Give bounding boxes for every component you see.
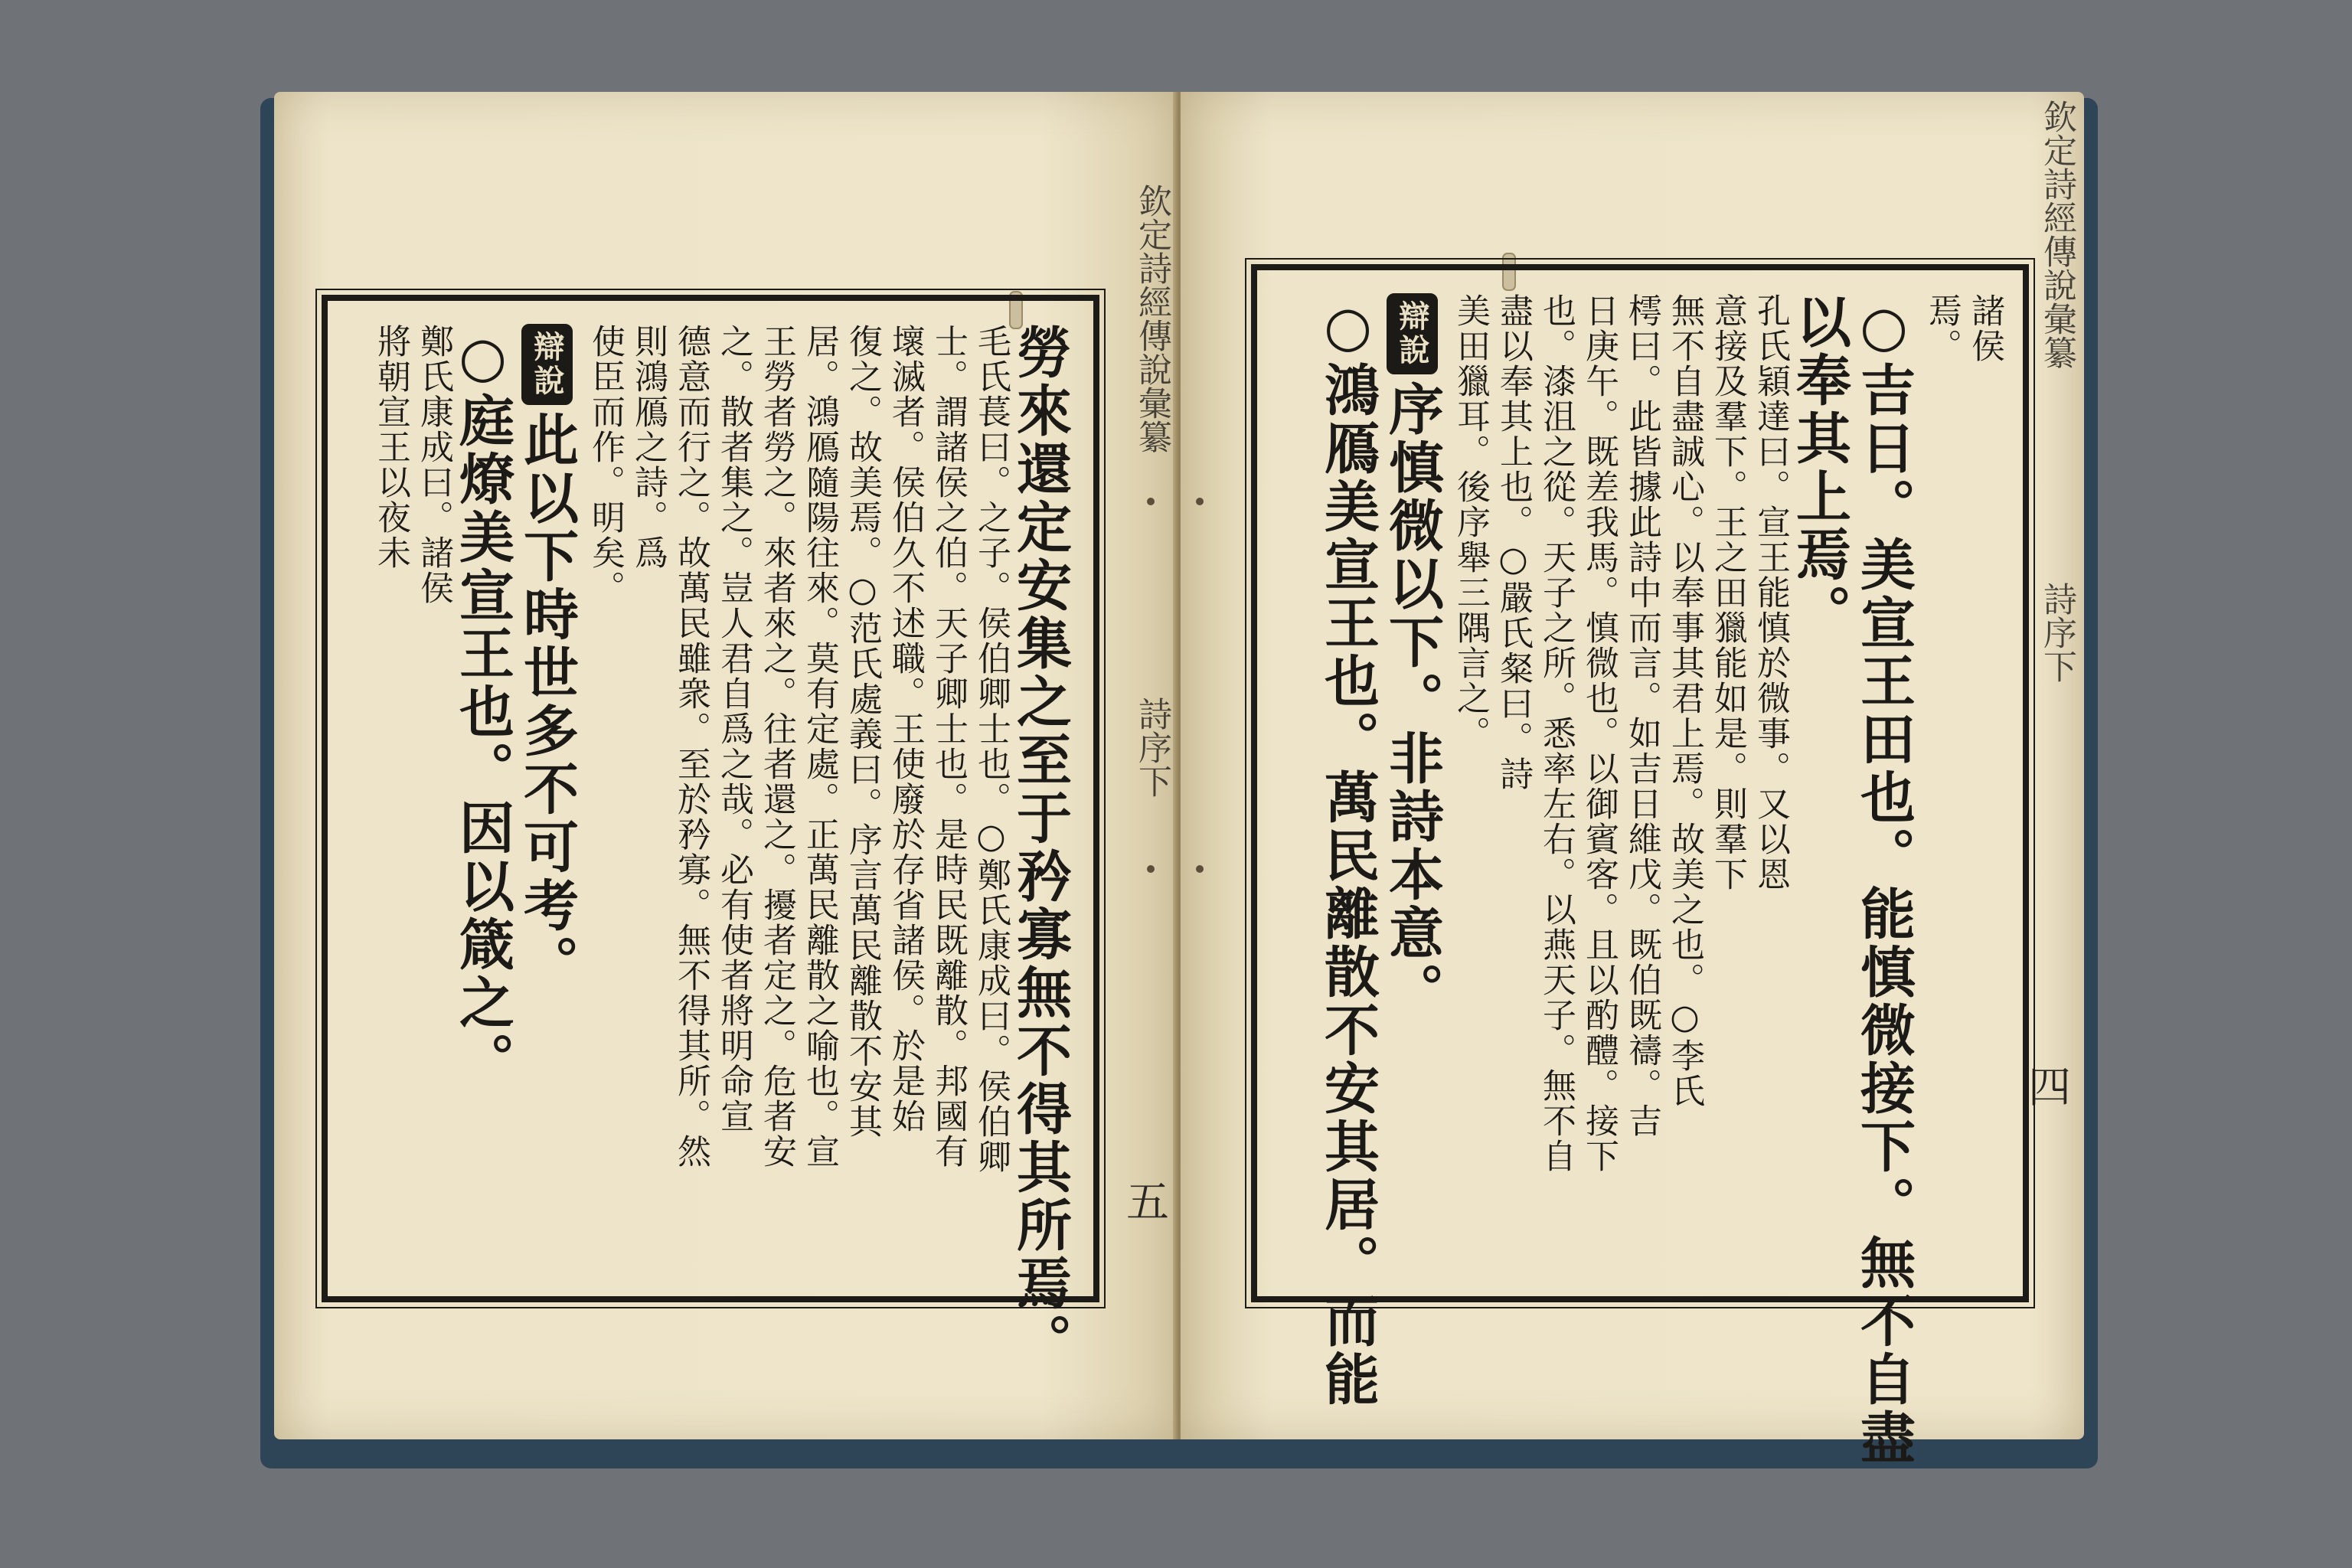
right-page-text-column: 無不自盡誠心。以奉事其君上焉。故美之也。○李氏 — [1665, 293, 1704, 1109]
right-spine-title: 欽定詩經傳說彙纂 — [2037, 100, 2076, 369]
right-page-text-column: 以奉其上焉。 — [1787, 293, 1852, 642]
right-page-text-column: 日庚午。既差我馬。慎微也。以御賓客。且以酌醴。接下 — [1579, 293, 1619, 1174]
binding-hole — [1147, 498, 1155, 505]
binding-hole — [1196, 865, 1204, 873]
left-page-text-column: 復之。故美焉。○范氏處義曰。序言萬民離散不安其 — [843, 324, 882, 1139]
left-section-label: 詩序下 — [1132, 697, 1171, 798]
right-page-text-column: 諸侯 — [1965, 293, 2004, 364]
left-page-text-column: 則鴻鴈之詩。爲 — [629, 324, 668, 570]
open-book — [260, 92, 2098, 1470]
left-page-text-column: 毛氏萇曰。之子。侯伯卿士也。○鄭氏康成曰。侯伯卿 — [972, 324, 1011, 1174]
right-page-text-column: 意接及羣下。王之田獵能如是。則羣下 — [1708, 293, 1747, 892]
left-page-text-column: 勞來還定安集之至于矜寡無不得其所焉。 — [1008, 324, 1073, 1371]
binding-hole — [1147, 865, 1155, 873]
left-page-number: 五 — [1119, 1179, 1169, 1222]
left-page-text-column: 之。散者集之。豈人君自爲之哉。必有使者將明命宣 — [714, 324, 753, 1134]
right-section-label: 詩序下 — [2037, 582, 2076, 683]
right-page-text-column: 焉。 — [1922, 293, 1962, 364]
left-page-text-column: ○庭燎美宣王也。因以箴之。 — [450, 324, 515, 1090]
right-page-text-column: ○鴻鴈美宣王也。萬民離散不安其居。而能 — [1315, 293, 1380, 1409]
right-page-text-column: 孔氏穎達曰。宣王能慎於微事。又以恩 — [1751, 293, 1790, 892]
left-page-text-column: 士。謂諸侯之伯。天子卿士也。是時民既離散。邦國有 — [929, 324, 968, 1169]
left-page-text-column: 德意而行之。故萬民雖衆。至於矜寡。無不得其所。然 — [671, 324, 710, 1169]
column-text: 此以下時世多不可考。 — [514, 411, 580, 993]
bianshuo-label: 辯說 — [521, 324, 573, 405]
left-page-text-column: 王勞者勞之。來者來之。往者還之。擾者定之。危者安 — [757, 324, 796, 1169]
left-page-text-column: 壞滅者。侯伯久不述職。王使廢於存省諸侯。於是始 — [886, 324, 925, 1134]
right-page — [1181, 92, 2084, 1467]
left-page — [274, 92, 1178, 1439]
right-page-text-column: 樗曰。此皆據此詩中而言。如吉日維戊。既伯既禱。吉 — [1622, 293, 1661, 1138]
left-text-frame — [322, 295, 1099, 1371]
left-page-text-column: 將朝宣王以夜未 — [371, 324, 410, 570]
right-page-text-column: 美田獵耳。後序舉三隅言之。 — [1451, 293, 1490, 751]
left-page-text-column: 居。鴻鴈隨陽往來。莫有定處。正萬民離散之喻也。宣 — [800, 324, 839, 1169]
left-page-text-column: 鄭氏康成曰。諸侯 — [414, 324, 453, 606]
right-page-text-column: ○吉日。美宣王田也。能慎微接下。無不自盡 — [1851, 293, 1916, 1467]
bianshuo-label: 辯說 — [1387, 293, 1438, 374]
right-text-frame — [1251, 264, 2029, 1467]
left-page-text-column: 使臣而作。明矣。 — [586, 324, 625, 606]
right-page-text-column: 盡以奉其上也。○嚴氏粲曰。詩 — [1494, 293, 1533, 792]
left-spine-title: 欽定詩經傳說彙纂 — [1132, 184, 1171, 453]
right-page-number: 四 — [2021, 1064, 2071, 1107]
right-page-text-column: 也。漆沮之從。天子之所。悉率左右。以燕天子。無不自 — [1537, 293, 1576, 1174]
column-text: 序慎微以下。非詩本意。 — [1380, 381, 1445, 1021]
binding-hole — [1196, 498, 1204, 505]
